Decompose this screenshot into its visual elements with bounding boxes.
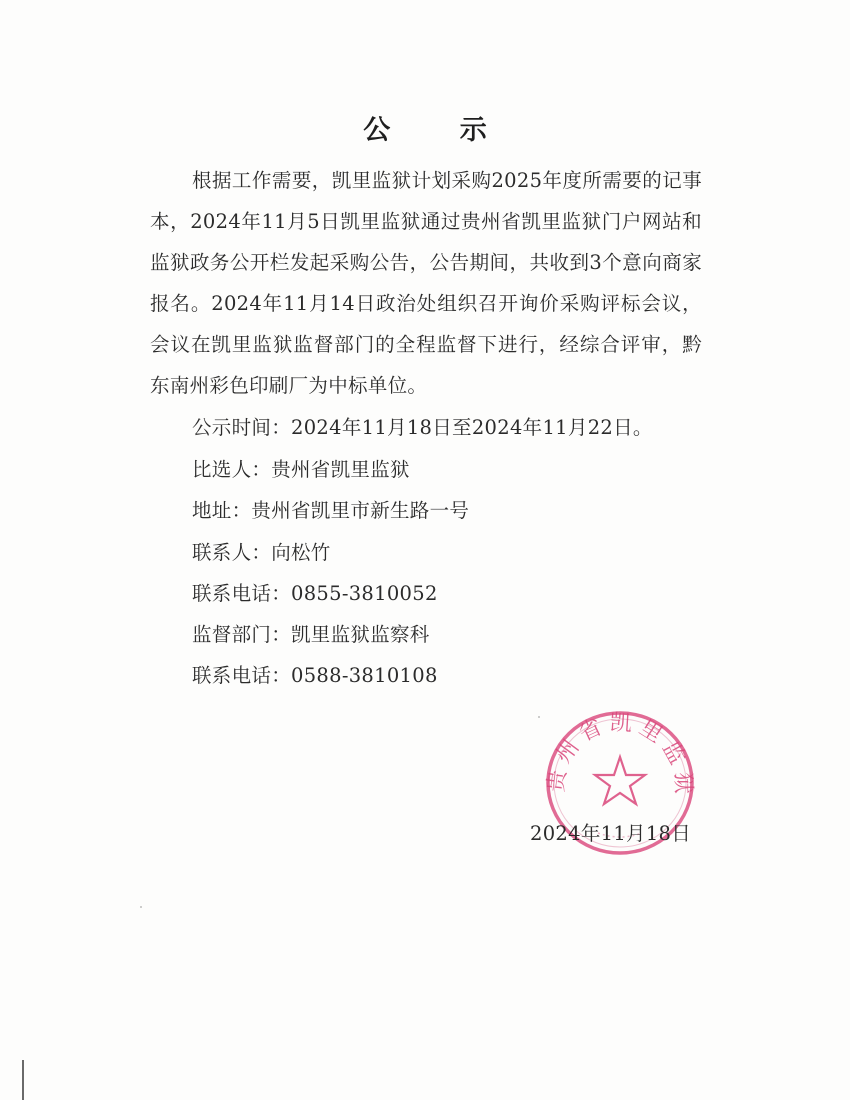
scan-speck [140, 906, 142, 908]
publicity-period: 公示时间：2024年11月18日至2024年11月22日。 [192, 416, 653, 439]
address-line: 地址：贵州省凯里市新生路一号 [192, 499, 470, 522]
scan-speck [538, 716, 540, 718]
notice-paragraph: 根据工作需要，凯里监狱计划采购2025年度所需要的记事本，2024年11月5日凯里监狱通过贵州省凯里监狱门户网站和监狱政务公开栏发起采购公告，公告期间，共收到3个意向商家报名。2024年11月14日政治处组织召开询价采购评标会议，会议在凯里监狱监督部门的全程监督下进行，经综合评审，黔东南州彩色印刷厂为中标单位。 [150, 169, 702, 397]
supervision-phone-line: 联系电话：0588-3810108 [192, 664, 438, 687]
selector-line: 比选人：贵州省凯里监狱 [192, 458, 410, 481]
contact-phone-line: 联系电话：0855-3810052 [192, 582, 438, 605]
document-title: 公 示 [363, 115, 517, 146]
document-date: 2024年11月18日 [530, 822, 692, 845]
svg-text:贵州省凯里监狱: 贵州省凯里监狱 [543, 710, 696, 801]
contact-person-line: 联系人：向松竹 [192, 541, 331, 564]
scan-edge [22, 1060, 24, 1100]
supervision-dept-line: 监督部门：凯里监狱监察科 [192, 623, 430, 646]
